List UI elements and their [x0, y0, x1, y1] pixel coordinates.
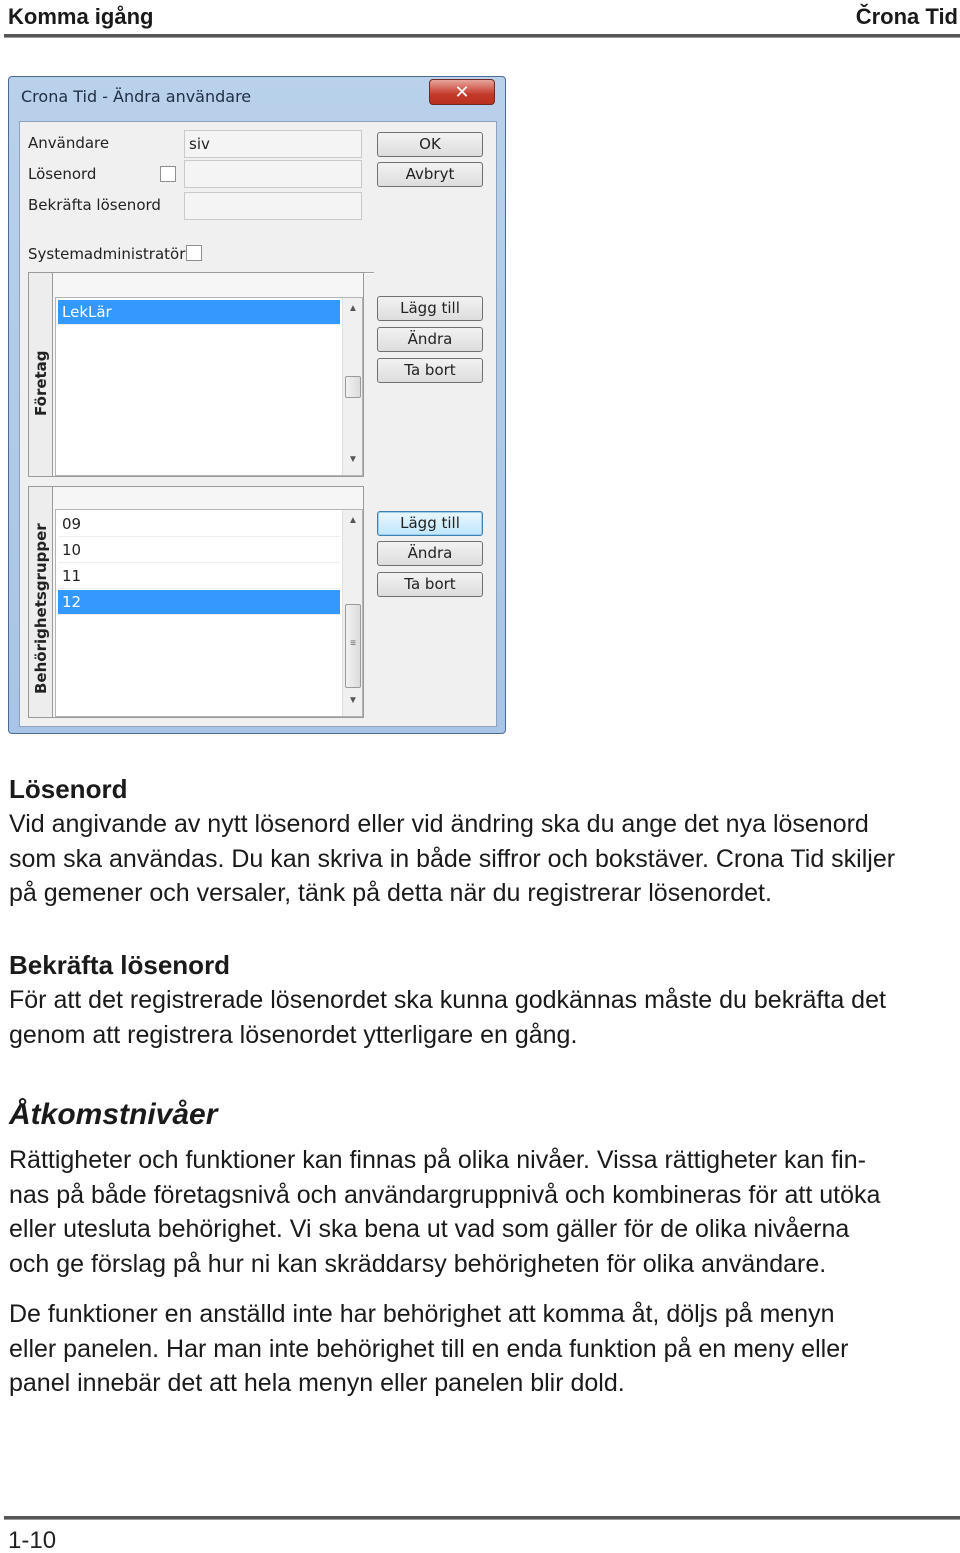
list-item[interactable]: LekLär — [58, 300, 340, 325]
scroll-thumb[interactable]: ≡ — [345, 604, 361, 688]
section-heading-password: Lösenord — [9, 774, 128, 804]
list-item[interactable]: 11 — [58, 564, 340, 589]
groups-tab-label: Behörighetsgrupper — [32, 523, 50, 694]
confirm-password-input[interactable] — [184, 192, 362, 220]
text-line: eller panelen. Har man inte behörighet till en enda funktion på en meny eller — [9, 1334, 849, 1363]
group-add-button[interactable]: Lägg till — [377, 511, 483, 536]
footer-rule — [4, 1516, 960, 1520]
list-item[interactable]: 09 — [58, 512, 340, 537]
scroll-up-icon[interactable]: ▲ — [348, 303, 358, 314]
company-remove-button[interactable]: Ta bort — [377, 358, 483, 383]
company-list[interactable] — [55, 297, 363, 476]
sysadmin-checkbox[interactable] — [186, 245, 202, 261]
cancel-button[interactable]: Avbryt — [377, 162, 483, 187]
access-paragraph-2 — [9, 1297, 955, 1401]
section-heading-access-levels: Åtkomstnivåer — [9, 1098, 218, 1131]
header-chapter: Komma igång — [8, 4, 154, 29]
dialog-title: Crona Tid - Ändra användare — [21, 87, 252, 106]
text-line: på gemener och versaler, tänk på detta när du registrerar lösenordet. — [9, 879, 772, 907]
groups-scrollbar[interactable] — [342, 510, 362, 716]
dialog-body — [19, 121, 497, 727]
text-line: genom att registrera lösenordet ytterligare en gång. — [9, 1020, 578, 1049]
text-line: För att det registrerade lösenordet ska kunna godkännas måste du bekräfta det — [9, 986, 886, 1014]
edit-user-dialog — [8, 76, 506, 734]
page-number: 1-10 — [8, 1527, 57, 1553]
text-line: nas på både företagsnivå och användargruppnivå och kombineras för att utöka — [9, 1180, 881, 1209]
company-edit-button[interactable]: Ändra — [377, 327, 483, 352]
confirm-paragraph — [9, 983, 955, 1052]
company-tab[interactable] — [29, 273, 53, 476]
group-remove-button[interactable]: Ta bort — [377, 572, 483, 597]
text-line: Vid angivande av nytt lösenord eller vid ändring ska du ange det nya lösenord — [9, 810, 869, 838]
group-edit-button[interactable]: Ändra — [377, 541, 483, 566]
password-paragraph — [9, 807, 955, 911]
company-tab-label: Företag — [32, 350, 50, 416]
scroll-thumb[interactable] — [345, 376, 361, 398]
text-line: som ska användas. Du kan skriva in både siffror och bokstäver. Crona Tid skiljer — [9, 844, 896, 873]
groups-list[interactable] — [55, 509, 363, 717]
user-input[interactable]: siv — [184, 130, 362, 158]
groups-tab[interactable] — [29, 487, 53, 717]
header-product: Črona Tid — [855, 4, 958, 29]
access-paragraph-1 — [9, 1143, 955, 1281]
company-scrollbar[interactable] — [342, 298, 362, 475]
sysadmin-label: Systemadministratör — [28, 245, 186, 263]
password-input[interactable] — [184, 160, 362, 188]
text-line: eller utesluta behörighet. Vi ska bena ut vad som gäller för de olika nivåerna — [9, 1215, 850, 1243]
list-item[interactable]: 12 — [58, 590, 340, 615]
header-rule — [4, 34, 960, 38]
close-button[interactable]: ✕ — [429, 79, 495, 105]
page-header — [8, 4, 958, 34]
text-line: panel innebär det att hela menyn eller panelen blir dold. — [9, 1369, 625, 1397]
confirm-password-label: Bekräfta lösenord — [28, 196, 161, 214]
company-add-button[interactable]: Lägg till — [377, 296, 483, 321]
ok-button[interactable]: OK — [377, 132, 483, 157]
scroll-up-icon[interactable]: ▲ — [348, 515, 358, 526]
scroll-down-icon[interactable]: ▼ — [348, 695, 358, 706]
user-label: Användare — [28, 134, 110, 152]
show-password-checkbox[interactable] — [160, 166, 176, 182]
text-line: De funktioner en anställd inte har behörighet att komma åt, döljs på menyn — [9, 1300, 835, 1328]
list-item[interactable]: 10 — [58, 538, 340, 563]
company-tab-panel — [28, 272, 364, 477]
groups-tab-panel — [28, 486, 364, 718]
scroll-down-icon[interactable]: ▼ — [348, 454, 358, 465]
text-line: och ge förslag på hur ni kan skräddarsy behörigheten för olika användare. — [9, 1249, 827, 1278]
text-line: Rättigheter och funktioner kan finnas på olika nivåer. Vissa rättigheter kan fin- — [9, 1146, 866, 1174]
section-heading-confirm: Bekräfta lösenord — [9, 950, 231, 980]
password-label: Lösenord — [28, 165, 97, 183]
